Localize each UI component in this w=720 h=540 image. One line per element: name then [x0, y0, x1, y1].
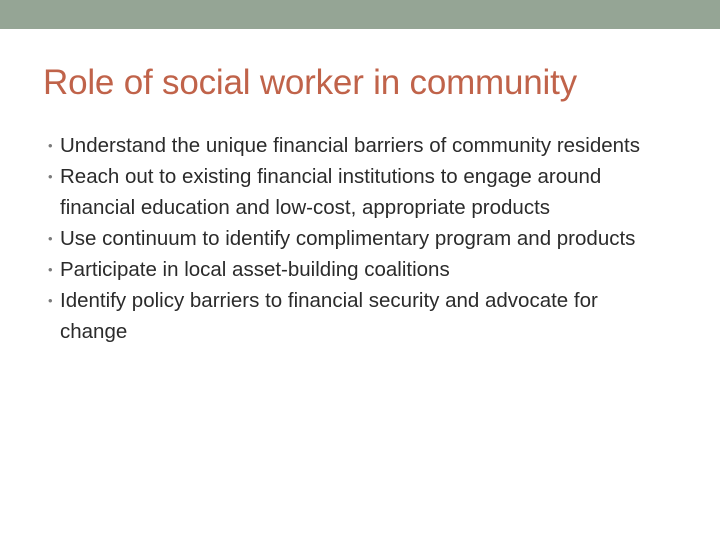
bullet-text: Reach out to existing financial institutions to engage around financial education and low-cost, appropriate products [60, 165, 602, 219]
bullet-item [48, 130, 668, 161]
bullet-text: Identify policy barriers to financial security and advocate for change [60, 289, 598, 343]
bullet-item [48, 161, 668, 223]
bullet-dot-icon: • [48, 293, 53, 308]
bullet-dot-icon: • [48, 169, 53, 184]
top-decorative-band [0, 0, 720, 29]
bullet-dot-icon: • [48, 231, 53, 246]
bullet-item [48, 285, 668, 347]
bullet-text: Use continuum to identify complimentary program and products [60, 227, 636, 250]
bullet-text: Understand the unique financial barriers of community residents [60, 134, 640, 157]
bullet-text: Participate in local asset-building coalitions [60, 258, 450, 281]
bullet-dot-icon: • [48, 138, 53, 153]
bullet-item [48, 254, 668, 285]
bullet-dot-icon: • [48, 262, 53, 277]
slide-title: Role of social worker in community [43, 63, 577, 102]
bullet-item [48, 223, 668, 254]
bullet-list [48, 130, 668, 347]
